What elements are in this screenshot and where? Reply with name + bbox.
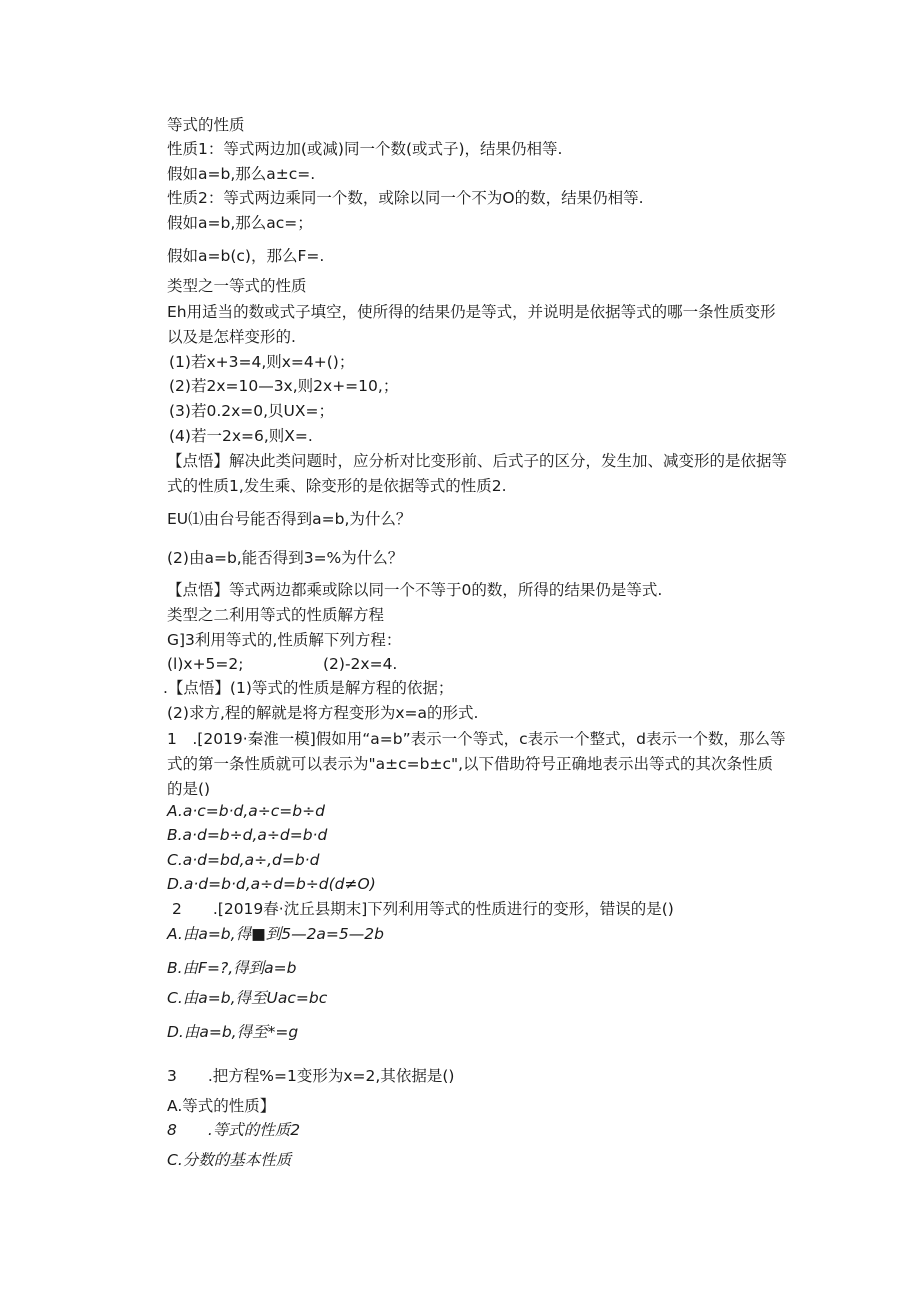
- example-1-item-3: (3)若0.2x=0,贝UX=；: [169, 402, 335, 420]
- example-3-prompt: G]3利用等式的,性质解下列方程：: [167, 631, 402, 649]
- example-3-item-1: (l)x+5=2;: [167, 655, 244, 673]
- property-2-example-2: 假如a=b(c)，那么F=.: [167, 247, 325, 265]
- question-1-option-c: C.a·d=bd,a÷,d=b·d: [167, 851, 320, 869]
- question-2-option-b: B.由F=?,得到a=b: [167, 959, 297, 977]
- example-1-item-4: (4)若一2x=6,则X=.: [169, 427, 313, 445]
- tip-2: 【点悟】等式两边都乘或除以同一个不等于0的数，所得的结果仍是等式.: [167, 581, 663, 599]
- question-2-option-c: C.由a=b,得至Uac=bc: [167, 989, 328, 1007]
- type-1-heading: 类型之一等式的性质: [167, 277, 307, 295]
- property-1: 性质1：等式两边加(或减)同一个数(或式子)，结果仍相等.: [167, 140, 563, 158]
- example-1-item-2: (2)若2x=10—3x,则2x+=10,；: [169, 377, 399, 395]
- property-2-example-1: 假如a=b,那么ac=；: [167, 214, 313, 232]
- property-1-example: 假如a=b,那么a±c=.: [167, 165, 316, 183]
- question-2-option-a: A.由a=b,得■到5—2a=5—2b: [167, 925, 384, 943]
- example-2-part-2: (2)由a=b,能否得到3=%为什么？: [167, 549, 404, 567]
- question-3-option-c: C.分数的基本性质: [167, 1151, 292, 1169]
- type-2-heading: 类型之二利用等式的性质解方程: [167, 606, 385, 624]
- question-2-option-d: D.由a=b,得至*=g: [167, 1023, 299, 1041]
- question-1-option-a: A.a·c=b·d,a÷c=b÷d: [167, 802, 325, 820]
- question-3: 3 .把方程%=1变形为x=2,其依据是(): [167, 1067, 455, 1085]
- tip-1: 【点悟】解决此类问题时，应分析对比变形前、后式子的区分，发生加、减变形的是依据等式的性质1,发生乘、除变形的是依据等式的性质2.: [167, 452, 788, 495]
- question-3-option-a: A.等式的性质】: [167, 1097, 276, 1115]
- question-1: 1 .[2019·秦淮一模]假如用“a=b”表示一个等式，c表示一个整式，d表示一个数，那么等式的第一条性质就可以表示为"a±c=b±c",以下借助符号正确地表示出等式的其次条性质的是(): [167, 730, 786, 798]
- example-3-item-2: (2)-2x=4.: [323, 655, 398, 673]
- section-title: 等式的性质: [167, 116, 245, 134]
- question-2: 2 .[2019春·沈丘县期末]下列利用等式的性质进行的变形，错误的是(): [172, 900, 674, 918]
- question-3-option-b: 8 .等式的性质2: [167, 1121, 301, 1139]
- example-2-part-1: EU⑴由台号能否得到a=b,为什么？: [167, 510, 412, 528]
- question-1-option-b: B.a·d=b÷d,a÷d=b·d: [167, 826, 328, 844]
- tip-3-line-2: (2)求方,程的解就是将方程变形为x=a的形式.: [167, 704, 479, 722]
- tip-3-line-1: .【点悟】(1)等式的性质是解方程的依据；: [163, 679, 454, 697]
- example-1-item-1: (1)若x+3=4,则x=4+()；: [169, 353, 355, 371]
- question-1-option-d: D.a·d=b·d,a÷d=b÷d(d≠O): [167, 875, 376, 893]
- example-1-prompt: Eh用适当的数或式子填空，使所得的结果仍是等式，并说明是依据等式的哪一条性质变形以及是怎样变形的.: [167, 303, 776, 346]
- property-2: 性质2：等式两边乘同一个数，或除以同一个不为O的数，结果仍相等.: [167, 189, 644, 207]
